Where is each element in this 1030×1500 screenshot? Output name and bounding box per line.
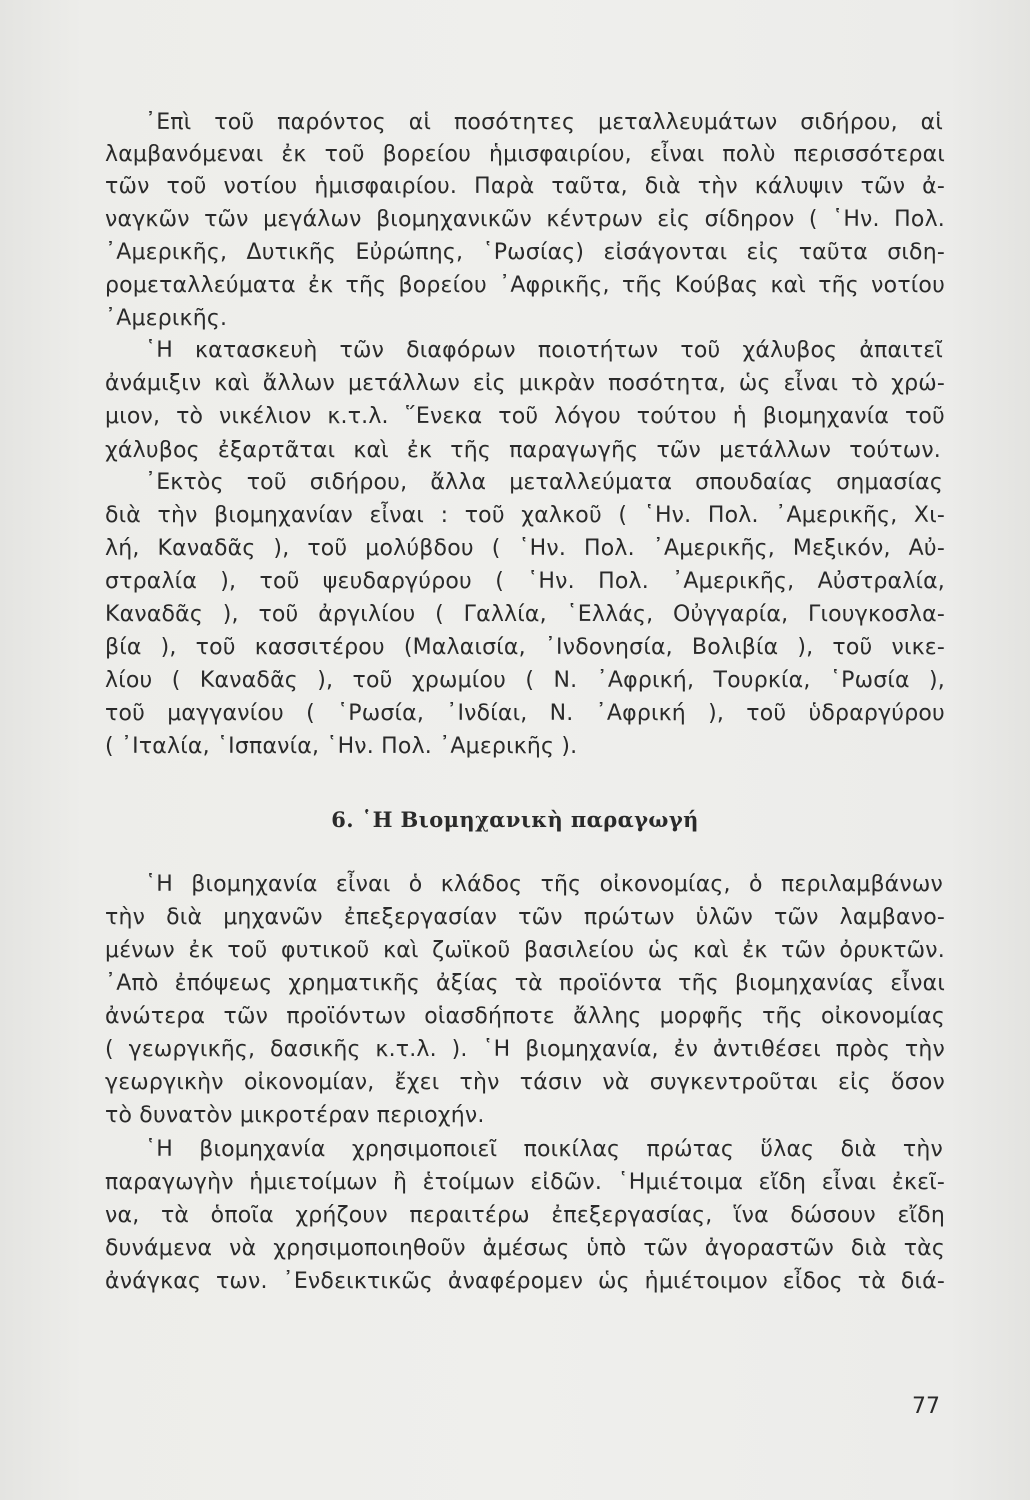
text-line: ᾿Αμερικῆς, Δυτικῆς Εὐρώπης, ῾Ρωσίας) εἰσάγονται εἰς ταῦτα σιδη- <box>105 240 945 265</box>
text-line: στραλία ), τοῦ ψευδαργύρου ( ῾Ην. Πολ. ᾿Αμερικῆς, Αὐστραλία, <box>105 569 945 594</box>
text-line: ( γεωργικῆς, δασικῆς κ.τ.λ. ). ῾Η βιομηχανία, ἐν ἀντιθέσει πρὸς τὴν <box>105 1037 945 1062</box>
text-line: ᾿Αμερικῆς. <box>105 306 228 331</box>
text-line: μένων ἐκ τοῦ φυτικοῦ καὶ ζωϊκοῦ βασιλείου ὡς καὶ ἐκ τῶν ὀρυκτῶν. <box>105 938 945 963</box>
text-line: παραγωγὴν ἡμιετοίμων ἢ ἑτοίμων εἰδῶν. ῾Ημιέτοιμα εἴδη εἶναι ἐκεῖ- <box>105 1170 945 1195</box>
text-line: τὸ δυνατὸν μικροτέραν περιοχήν. <box>105 1103 485 1128</box>
text-line: ( ᾿Ιταλία, ῾Ισπανία, ῾Ην. Πολ. ᾿Αμερικῆς ). <box>105 734 578 759</box>
text-line: τοῦ μαγγανίου ( ῾Ρωσία, ᾿Ινδίαι, Ν. ᾿Αφρική ), τοῦ ὑδραργύρου <box>105 701 945 726</box>
text-line: ρομεταλλεύματα ἐκ τῆς βορείου ᾿Αφρικῆς, τῆς Κούβας καὶ τῆς νοτίου <box>105 273 945 298</box>
text-line: ᾿Εκτὸς τοῦ σιδήρου, ἄλλα μεταλλεύματα σπουδαίας σημασίας <box>145 470 943 495</box>
text-line: τῶν τοῦ νοτίου ἡμισφαιρίου. Παρὰ ταῦτα, διὰ τὴν κάλυψιν τῶν ἀ- <box>105 174 945 199</box>
text-line: γεωργικὴν οἰκονομίαν, ἔχει τὴν τάσιν νὰ συγκεντροῦται εἰς ὅσον <box>105 1070 945 1095</box>
text-line: μιον, τὸ νικέλιον κ.τ.λ. ῞Ενεκα τοῦ λόγου τούτου ἡ βιομηχανία τοῦ <box>105 404 945 429</box>
text-line: λαμβανόμεναι ἐκ τοῦ βορείου ἡμισφαιρίου, εἶναι πολὺ περισσότεραι <box>105 142 945 167</box>
text-line: διὰ τὴν βιομηχανίαν εἶναι : τοῦ χαλκοῦ ( ῾Ην. Πολ. ᾿Αμερικῆς, Χι- <box>105 503 945 528</box>
text-line: λίου ( Καναδᾶς ), τοῦ χρωμίου ( Ν. ᾿Αφρική, Τουρκία, ῾Ρωσία ), <box>105 668 945 693</box>
text-line: Καναδᾶς ), τοῦ ἀργιλίου ( Γαλλία, ῾Ελλάς, Οὐγγαρία, Γιουγκοσλα- <box>105 602 945 627</box>
text-line: βία ), τοῦ κασσιτέρου (Μαλαισία, ᾿Ινδονησία, Βολιβία ), τοῦ νικε- <box>105 635 945 660</box>
text-line: ᾿Απὸ ἐπόψεως χρηματικῆς ἀξίας τὰ προϊόντα τῆς βιομηχανίας εἶναι <box>105 971 945 996</box>
text-line: ναγκῶν τῶν μεγάλων βιομηχανικῶν κέντρων εἰς σίδηρον ( ῾Ην. Πολ. <box>105 207 945 232</box>
text-line: ἀνάγκας των. ᾿Ενδεικτικῶς ἀναφέρομεν ὡς ἡμιέτοιμον εἶδος τὰ διά- <box>105 1269 945 1294</box>
text-line: λή, Καναδᾶς ), τοῦ μολύβδου ( ῾Ην. Πολ. ᾿Αμερικῆς, Μεξικόν, Αὐ- <box>105 536 945 561</box>
text-line: χάλυβος ἐξαρτᾶται καὶ ἐκ τῆς παραγωγῆς τῶν μετάλλων τούτων. <box>105 438 941 463</box>
text-line: δυνάμενα νὰ χρησιμοποιηθοῦν ἀμέσως ὑπὸ τῶν ἀγοραστῶν διὰ τὰς <box>105 1236 945 1261</box>
text-line: ἀνάμιξιν καὶ ἄλλων μετάλλων εἰς μικρὰν ποσότητα, ὡς εἶναι τὸ χρώ- <box>105 371 945 396</box>
text-line: ἀνώτερα τῶν προϊόντων οἱασδήποτε ἄλλης μορφῆς τῆς οἰκονομίας <box>105 1004 945 1029</box>
text-line: ῾Η βιομηχανία χρησιμοποιεῖ ποικίλας πρώτας ὕλας διὰ τὴν <box>145 1137 943 1162</box>
text-line: ῾Η βιομηχανία εἶναι ὁ κλάδος τῆς οἰκονομίας, ὁ περιλαμβάνων <box>145 872 943 897</box>
text-line: ῾Η κατασκευὴ τῶν διαφόρων ποιοτήτων τοῦ χάλυβος ἀπαιτεῖ <box>145 338 943 363</box>
page-number: 77 <box>912 1394 940 1419</box>
section-heading: 6. ῾Η Βιομηχανικὴ παραγωγή <box>331 807 699 832</box>
text-line: τὴν διὰ μηχανῶν ἐπεξεργασίαν τῶν πρώτων ὑλῶν τῶν λαμβανο- <box>105 905 945 930</box>
text-line: ᾿Επὶ τοῦ παρόντος αἱ ποσότητες μεταλλευμάτων σιδήρου, αἱ <box>145 110 943 135</box>
text-line: να, τὰ ὁποῖα χρήζουν περαιτέρω ἐπεξεργασίας, ἵνα δώσουν εἴδη <box>105 1203 945 1228</box>
